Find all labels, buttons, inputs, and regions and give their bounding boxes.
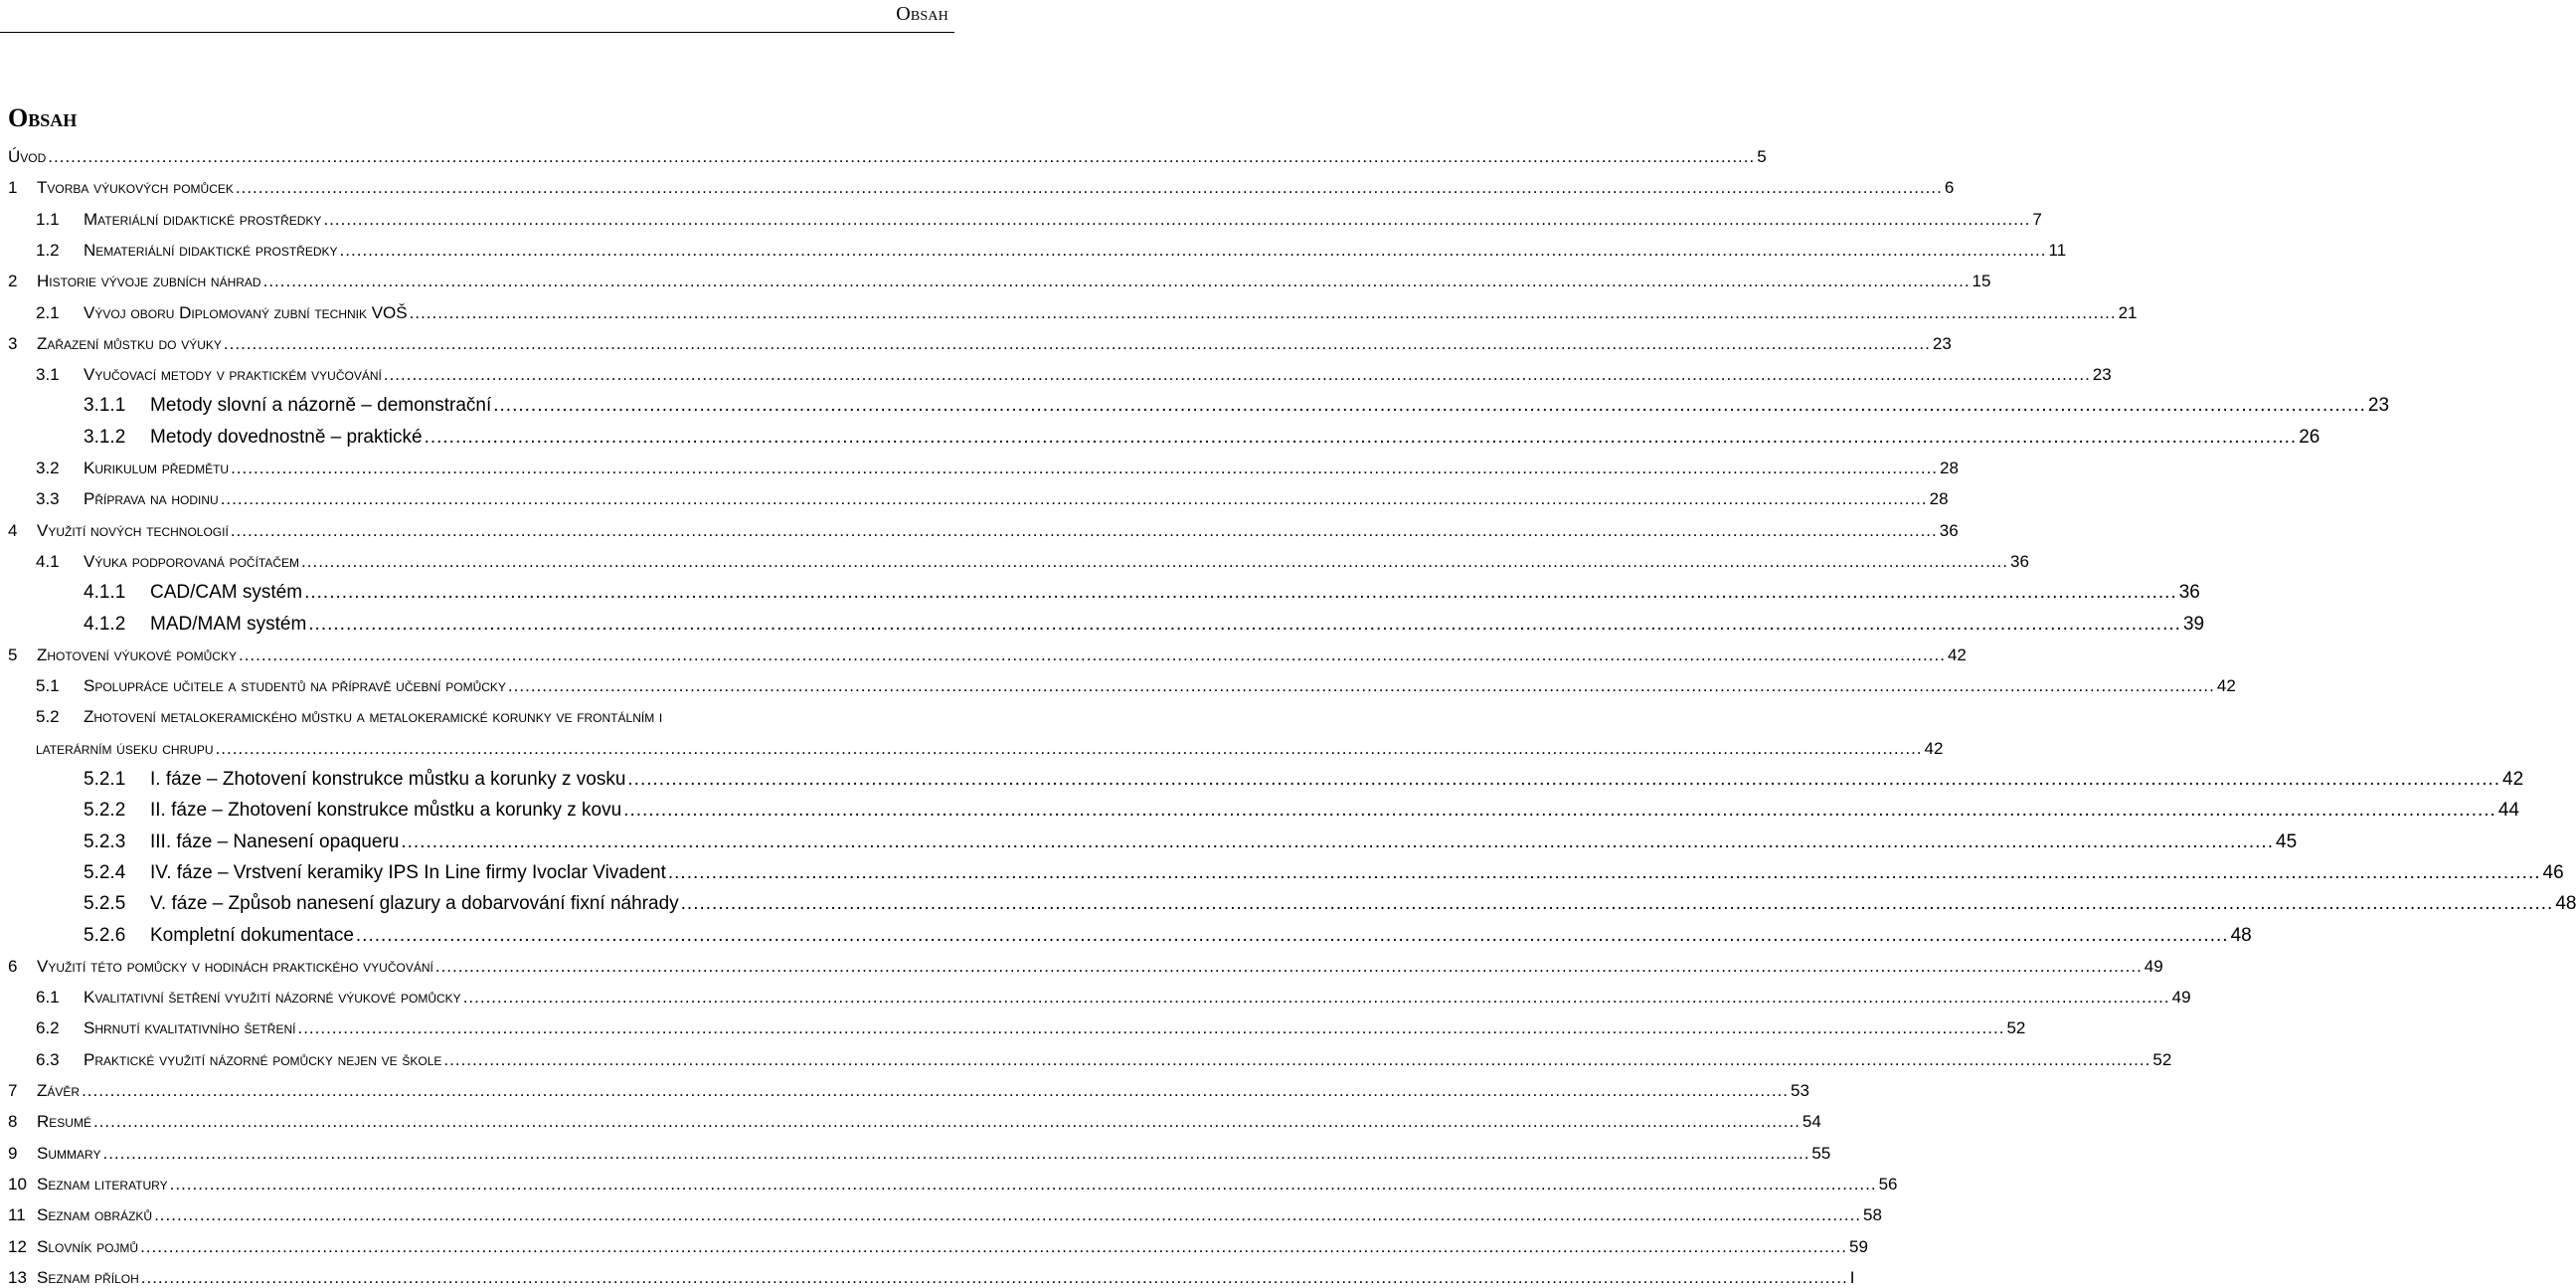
toc-entry-page: 23	[2092, 365, 2112, 385]
toc-entry[interactable]	[0, 762, 2524, 790]
toc-entry-title: Kurikulum předmětu	[84, 459, 230, 477]
toc-entry-number: 5.1	[36, 676, 60, 696]
toc-entry-title: Zhotovení výukové pomůcky	[37, 644, 237, 664]
toc-title: Obsah	[8, 103, 78, 132]
toc-entry[interactable]	[0, 918, 2252, 946]
toc-entry-number: 1.2	[36, 240, 60, 260]
toc-entry-page: 52	[2006, 1018, 2026, 1038]
toc-entry[interactable]	[0, 825, 2298, 852]
toc-entry-number: 3.3	[36, 489, 60, 509]
toc-entry-page: 7	[2032, 209, 2042, 229]
toc-entry-title: Závěr	[37, 1081, 81, 1100]
toc-entry[interactable]	[0, 1136, 1831, 1164]
toc-entry-number: 1	[8, 178, 18, 198]
toc-entry-title: Materiální didaktické prostředky	[84, 209, 322, 229]
toc-entry[interactable]	[0, 1011, 2026, 1038]
toc-entry-number: 6.1	[36, 988, 60, 1008]
toc-entry-title: II. fáze – Zhotovení konstrukce můstku a korunky z kovu	[150, 800, 622, 822]
toc-entry-title: Seznam příloh	[37, 1267, 139, 1287]
toc-entry-title: Příprava na hodinu	[84, 489, 219, 509]
toc-dot-leader: ............................................................................................................................................................................................................................................................................................................	[301, 551, 2008, 571]
toc-entry-page: 49	[2144, 956, 2163, 976]
toc-entry-page: 36	[1939, 520, 1959, 540]
toc-entry-number: 12	[8, 1236, 27, 1256]
running-header-title: Obsah	[896, 3, 948, 25]
toc-entry-page: 48	[2230, 924, 2252, 946]
toc-entry-number: 5.2.1	[84, 769, 126, 790]
toc-dot-leader: ............................................................................................................................................................................................................................................................................................................	[409, 302, 2117, 322]
toc-entry[interactable]	[0, 357, 2112, 385]
toc-entry[interactable]	[0, 420, 2320, 448]
toc-entry-page: 42	[2216, 676, 2236, 696]
toc-entry-title: Resumé	[37, 1112, 91, 1132]
toc-entry[interactable]	[0, 544, 2029, 572]
toc-entry-number: 13	[8, 1267, 27, 1287]
toc-entry[interactable]	[0, 233, 2067, 261]
toc-dot-leader: ............................................................................................................................................................................................................................................................................................................	[262, 272, 1971, 291]
toc-entry-title: Summary	[37, 1143, 101, 1163]
toc-dot-leader: ............................................................................................................................................................................................................................................................................................................	[623, 800, 2496, 822]
toc-entry-number: 2.1	[36, 302, 60, 322]
toc-entry-title: I. fáze – Zhotovení konstrukce můstku a korunky z vosku	[150, 769, 626, 790]
toc-entry[interactable]	[0, 1260, 1855, 1288]
toc-entry[interactable]	[0, 326, 1952, 354]
toc-entry[interactable]	[0, 1197, 1882, 1225]
toc-dot-leader: ............................................................................................................................................................................................................................................................................................................	[401, 830, 2274, 852]
toc-entry[interactable]	[0, 1104, 1821, 1132]
toc-entry-page: I	[1849, 1267, 1855, 1287]
toc-entry[interactable]	[0, 949, 2163, 977]
toc-entry-page: 6	[1944, 178, 1955, 198]
toc-dot-leader: ............................................................................................................................................................................................................................................................................................................	[627, 769, 2501, 790]
toc-entry[interactable]	[0, 295, 2138, 323]
toc-dot-leader: ............................................................................................................................................................................................................................................................................................................	[231, 459, 1939, 477]
toc-entry-page: 58	[1863, 1205, 1882, 1225]
toc-dot-leader: ............................................................................................................................................................................................................................................................................................................	[424, 426, 2298, 448]
toc-entry-title: Využití této pomůcky v hodinách praktického vyučování	[37, 956, 433, 976]
toc-entry-title: Metody dovednostně – praktické	[150, 426, 423, 448]
toc-entry-page: 11	[2048, 240, 2067, 260]
toc-entry-number: 5	[8, 644, 18, 664]
toc-dot-leader: ............................................................................................................................................................................................................................................................................................................	[140, 1236, 1848, 1256]
toc-entry-title: Shrnutí kvalitativního šetření	[84, 1018, 296, 1038]
toc-dot-leader: ............................................................................................................................................................................................................................................................................................................	[235, 178, 1943, 198]
toc-entry-page: 55	[1811, 1143, 1831, 1163]
toc-dot-leader: ............................................................................................................................................................................................................................................................................................................	[82, 1081, 1790, 1100]
toc-entry-number: 3	[8, 333, 18, 353]
toc-entry-title: Výuka podporovaná počítačem	[84, 551, 300, 571]
toc-entry[interactable]	[0, 170, 1955, 198]
toc-entry-number: 6.3	[36, 1049, 60, 1069]
toc-entry-page: 26	[2299, 426, 2320, 448]
toc-entry[interactable]	[0, 513, 1959, 541]
toc-entry-title: Využití nových technologií	[37, 520, 229, 540]
toc-entry-number: 3.1.2	[84, 426, 126, 448]
toc-entry-page: 45	[2276, 830, 2298, 852]
toc-entry[interactable]	[0, 1042, 2172, 1070]
toc-dot-leader: ............................................................................................................................................................................................................................................................................................................	[339, 240, 2047, 260]
toc-dot-leader: ............................................................................................................................................................................................................................................................................................................	[323, 209, 2031, 229]
toc-dot-leader: ............................................................................................................................................................................................................................................................................................................	[507, 676, 2215, 696]
toc-dot-leader: ............................................................................................................................................................................................................................................................................................................	[102, 1143, 1810, 1163]
toc-dot-leader: ............................................................................................................................................................................................................................................................................................................	[434, 956, 2143, 976]
toc-entry[interactable]	[0, 451, 1959, 478]
toc-dot-leader: ............................................................................................................................................................................................................................................................................................................	[297, 1018, 2005, 1038]
toc-entry-title: Úvod	[8, 147, 47, 166]
toc-dot-leader: ............................................................................................................................................................................................................................................................................................................	[92, 1112, 1801, 1132]
toc-entry[interactable]	[0, 481, 1949, 509]
toc-entry[interactable]	[0, 668, 2236, 696]
toc-entry-page: 36	[2010, 551, 2029, 571]
toc-entry-page: 44	[2497, 800, 2519, 822]
toc-entry-number: 5.2.3	[84, 830, 126, 852]
toc-entry-title: Zařazení můstku do výuky	[37, 333, 222, 353]
toc-entry-number: 3.2	[36, 459, 60, 477]
toc-entry[interactable]	[0, 575, 2200, 604]
toc-dot-leader: ............................................................................................................................................................................................................................................................................................................	[220, 489, 1928, 509]
toc-entry-number: 11	[8, 1205, 26, 1225]
toc-entry-page: 28	[1929, 489, 1949, 509]
toc-entry-number: 10	[8, 1174, 27, 1194]
toc-entry-page: 23	[1932, 333, 1952, 353]
toc-entry-title: IV. fáze – Vrstvení keramiky IPS In Line firmy Ivoclar Vivadent	[150, 861, 666, 883]
toc-entry-number: 4.1.1	[84, 582, 126, 604]
toc-entry[interactable]	[0, 980, 2191, 1008]
toc-entry-page: 49	[2171, 988, 2191, 1008]
toc-entry-number: 4	[8, 520, 18, 540]
toc-entry-title: Historie vývoje zubních náhrad	[37, 272, 261, 291]
toc-entry-number: 1.1	[36, 209, 60, 229]
toc-entry-title: Vývoj oboru Diplomovaný zubní technik VOŠ	[84, 302, 408, 322]
toc-entry-number: 6	[8, 956, 18, 976]
toc-entry-page: 28	[1940, 459, 1959, 477]
toc-dot-leader: ............................................................................................................................................................................................................................................................................................................	[308, 613, 2181, 635]
toc-entry-page: 15	[1972, 272, 1991, 291]
toc-entry-number: 5.2.6	[84, 924, 126, 946]
toc-entry-number: 2	[8, 272, 18, 291]
toc-entry-number: 5.2	[36, 707, 60, 727]
toc-entry-title: Kompletní dokumentace	[150, 924, 354, 946]
toc-entry-page: 21	[2118, 302, 2138, 322]
toc-entry-number: 5.2.5	[84, 893, 126, 915]
toc-entry[interactable]	[0, 699, 948, 727]
toc-dot-leader: ............................................................................................................................................................................................................................................................................................................	[680, 893, 2554, 915]
toc-entry-page: 42	[2502, 769, 2524, 790]
toc-entry-title: III. fáze – Nanesení opaqueru	[150, 830, 400, 852]
toc-entry-number: 5.2.2	[84, 800, 126, 822]
toc-entry[interactable]	[0, 731, 1944, 759]
toc-entry-page: 54	[1802, 1112, 1821, 1132]
toc-entry-number: 3.1	[36, 365, 60, 385]
toc-dot-leader: ............................................................................................................................................................................................................................................................................................................	[355, 924, 2229, 946]
toc-entry-page: 46	[2542, 861, 2564, 883]
toc-entry-page: 56	[1878, 1174, 1898, 1194]
toc-dot-leader: ............................................................................................................................................................................................................................................................................................................	[383, 365, 2091, 385]
toc-entry-page: 48	[2555, 893, 2576, 915]
toc-entry-number: 3.1.1	[84, 395, 126, 417]
toc-dot-leader: ............................................................................................................................................................................................................................................................................................................	[223, 333, 1931, 353]
toc-dot-leader: ............................................................................................................................................................................................................................................................................................................	[304, 582, 2177, 604]
toc-entry-page: 42	[1947, 644, 1967, 664]
toc-entry-title: Seznam obrázků	[37, 1205, 153, 1225]
toc-entry-number: 4.1	[36, 551, 60, 571]
toc-dot-leader: ............................................................................................................................................................................................................................................................................................................	[238, 644, 1946, 664]
toc-dot-leader: ............................................................................................................................................................................................................................................................................................................	[230, 520, 1938, 540]
toc-entry-number: 8	[8, 1112, 18, 1132]
toc-entry[interactable]	[0, 855, 2564, 883]
toc-entry-title: V. fáze – Způsob nanesení glazury a dobarvování fixní náhrady	[150, 893, 679, 915]
toc-entry[interactable]	[0, 638, 1967, 665]
toc-entry[interactable]	[0, 607, 2205, 635]
toc-entry-title: Metody slovní a názorně – demonstrační	[150, 395, 492, 417]
toc-entry-page: 53	[1791, 1081, 1809, 1100]
toc-dot-leader: ............................................................................................................................................................................................................................................................................................................	[215, 738, 1923, 758]
toc-entry-title: MAD/MAM systém	[150, 613, 307, 635]
toc-dot-leader: ............................................................................................................................................................................................................................................................................................................	[140, 1267, 1848, 1287]
toc-entry-number: 7	[8, 1081, 18, 1100]
toc-dot-leader: ............................................................................................................................................................................................................................................................................................................	[443, 1049, 2151, 1069]
toc-entry-title: Kvalitativní šetření využití názorné výukové pomůcky	[84, 988, 461, 1008]
toc-entry[interactable]	[0, 202, 2042, 230]
toc-entry-number: 6.2	[36, 1018, 60, 1038]
toc-entry-page: 42	[1924, 738, 1944, 758]
toc-entry-page: 52	[2152, 1049, 2172, 1069]
toc-entry-title: Tvorba výukových pomůcek	[37, 178, 234, 198]
toc-dot-leader: ............................................................................................................................................................................................................................................................................................................	[667, 861, 2541, 883]
toc-entry-number: 9	[8, 1143, 18, 1163]
toc-entry[interactable]	[0, 1073, 1809, 1101]
toc-dot-leader: ............................................................................................................................................................................................................................................................................................................	[169, 1174, 1877, 1194]
toc-dot-leader: ............................................................................................................................................................................................................................................................................................................	[493, 395, 2366, 417]
toc-entry-page: 39	[2182, 613, 2205, 635]
toc-entry-number: 5.2.4	[84, 861, 126, 883]
running-header	[0, 0, 954, 33]
toc-entry-title: Seznam literatury	[37, 1174, 168, 1194]
toc-entry-title: laterárním úseku chrupu	[36, 738, 214, 758]
toc-entry-page: 59	[1849, 1236, 1868, 1256]
toc-entry[interactable]	[0, 1229, 1868, 1257]
toc-entry-page: 23	[2367, 395, 2390, 417]
toc-entry[interactable]	[0, 139, 1767, 167]
toc-entry-title: Spolupráce učitele a studentů na přípravě učební pomůcky	[84, 676, 506, 696]
toc-entry-page: 36	[2178, 582, 2200, 604]
toc-entry-page: 5	[1757, 147, 1767, 166]
toc-dot-leader: ............................................................................................................................................................................................................................................................................................................	[48, 147, 1756, 166]
toc-entry-title: Zhotovení metalokeramického můstku a metalokeramické korunky ve frontálním i	[84, 707, 663, 727]
toc-dot-leader: ............................................................................................................................................................................................................................................................................................................	[462, 988, 2170, 1008]
toc-entry[interactable]	[0, 1167, 1898, 1195]
toc-entry[interactable]	[0, 793, 2519, 822]
toc-entry-number: 4.1.2	[84, 613, 126, 635]
toc-dot-leader: ............................................................................................................................................................................................................................................................................................................	[154, 1205, 1862, 1225]
toc-entry-title: Slovník pojmů	[37, 1236, 139, 1256]
toc-entry-title: Vyučovací metody v praktickém vyučování	[84, 365, 382, 385]
toc-entry[interactable]	[0, 886, 2576, 915]
toc-entry-title: Praktické využití názorné pomůcky nejen ve škole	[84, 1049, 442, 1069]
toc-entry-title: Nemateriální didaktické prostředky	[84, 240, 338, 260]
toc-entry[interactable]	[0, 264, 1991, 291]
toc-entry[interactable]	[0, 388, 2390, 417]
toc-entry-title: CAD/CAM systém	[150, 582, 303, 604]
